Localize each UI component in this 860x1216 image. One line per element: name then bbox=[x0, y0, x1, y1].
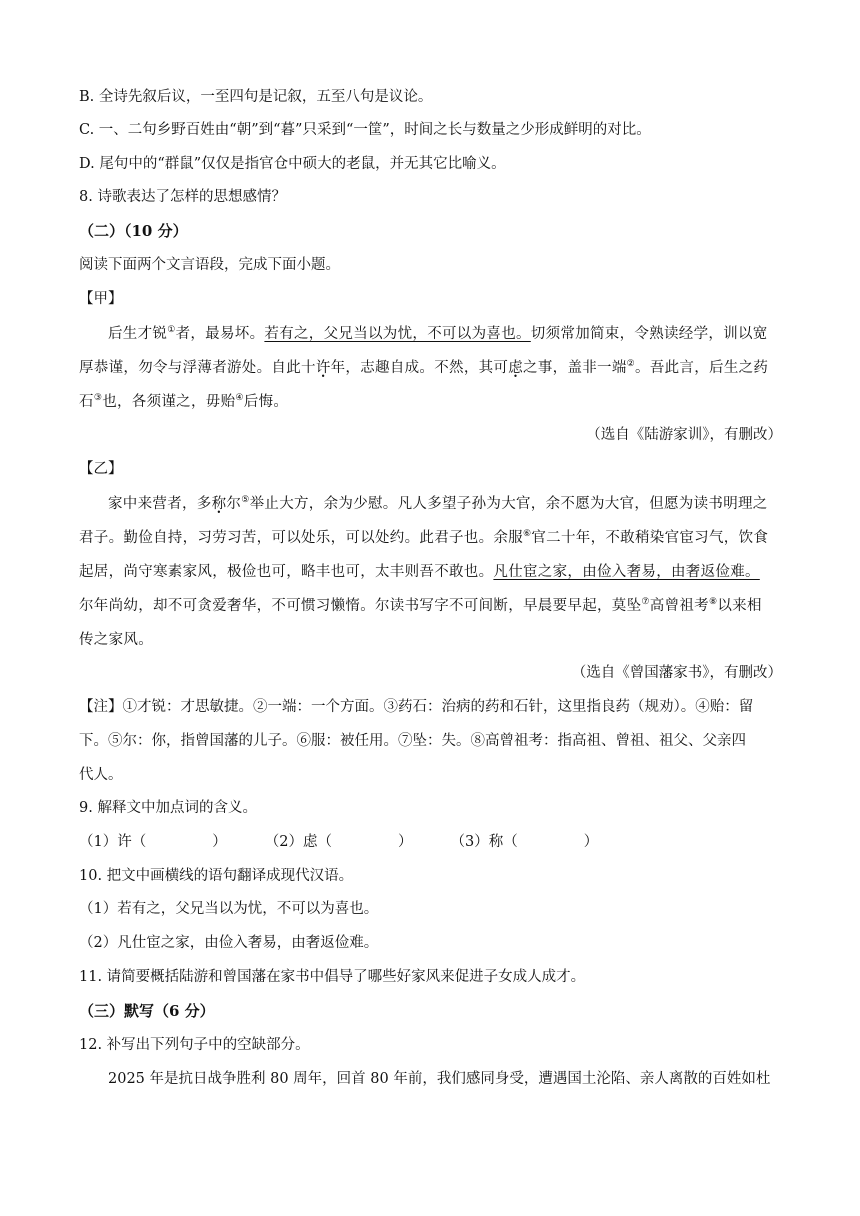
blank-close: ） bbox=[583, 834, 599, 850]
section-2-heading: （二）（10 分） bbox=[79, 222, 188, 240]
text: 。吾此言，后生之药 bbox=[635, 360, 769, 376]
underlined-sentence: 凡仕宦之家，由俭入奢易，由奢返俭难。 bbox=[493, 564, 760, 580]
q7-option-b: B. 全诗先叙后议，一至四句是记叙，五至八句是议论。 bbox=[79, 89, 433, 105]
note-marker: ② bbox=[626, 359, 636, 370]
text: 切须常加简束，令熟读经学，训以宽 bbox=[530, 326, 768, 342]
passage-yi-line-5: 传之家风。 bbox=[79, 632, 153, 648]
passage-jia-line-2 bbox=[79, 358, 782, 378]
blank-3-label: （3）称（ bbox=[450, 834, 518, 850]
text: 也，各须谨之，毋贻 bbox=[102, 394, 236, 410]
text: 后悔。 bbox=[243, 394, 289, 410]
text: 年，志趣自成。不然，其可 bbox=[330, 360, 509, 376]
note-marker: ③ bbox=[93, 393, 103, 404]
notes-line-1: 【注】①才锐：才思敏捷。②一端：一个方面。③药石：治病的药和石针，这里指良药（规劝）。④贻：留 bbox=[79, 699, 754, 715]
question-10-sentence-1: （1）若有之，父兄当以为忧，不可以为喜也。 bbox=[79, 901, 379, 917]
question-9-blanks bbox=[79, 832, 782, 852]
text: 君子。勤俭自持，习劳习苦，可以处乐，可以处约。此君子也。余服 bbox=[79, 530, 523, 546]
passage-jia-source: （选自《陆游家训》，有删改） bbox=[586, 427, 782, 443]
text: 官二十年，不敢稍染官宦习气，饮食 bbox=[531, 530, 769, 546]
question-8: 8. 诗歌表达了怎样的思想感情？ bbox=[79, 189, 286, 205]
blank-close: ） bbox=[212, 834, 227, 850]
dotted-word: 许 bbox=[315, 360, 331, 376]
text: 石 bbox=[79, 394, 94, 410]
dotted-word: 虑 bbox=[508, 360, 524, 376]
notes-line-2: 下。⑤尔：你，指曾国藩的儿子。⑥服：被任用。⑦坠：失。⑧高曾祖考：指高祖、曾祖、祖父、父亲四 bbox=[79, 733, 746, 749]
passage-yi-line-2 bbox=[79, 528, 782, 548]
text: 举止大方，余为少慰。凡人多望子孙为大官，余不愿为大官，但愿为读书明理之 bbox=[249, 496, 768, 512]
text: 以来相 bbox=[717, 598, 762, 614]
question-11: 11. 请简要概括陆游和曾国藩在家书中倡导了哪些好家风来促进子女成人成才。 bbox=[79, 969, 586, 985]
passage-yi-line-3 bbox=[79, 562, 782, 582]
question-10: 10. 把文中画横线的语句翻译成现代汉语。 bbox=[79, 868, 354, 884]
note-marker: ⑤ bbox=[241, 495, 250, 506]
passage-jia-line-1 bbox=[108, 324, 782, 344]
dotted-word: 称 bbox=[211, 496, 227, 512]
q7-option-c: C. 一、二句乡野百姓由“朝”到“暮”只采到“一筐”，时间之长与数量之少形成鲜明的对比。 bbox=[79, 122, 651, 138]
notes-line-3: 代人。 bbox=[79, 767, 123, 783]
question-10-sentence-2: （2）凡仕宦之家，由俭入奢易，由奢返俭难。 bbox=[79, 935, 379, 951]
blank-2-label: （2）虑（ bbox=[264, 834, 332, 850]
text: 者，最易坏。 bbox=[175, 326, 265, 342]
note-marker: ⑥ bbox=[523, 529, 532, 540]
note-marker: ① bbox=[167, 325, 176, 336]
text: 尔年尚幼，却不可贪爱奢华，不可惯习懒惰。尔读书写字不可间断，早晨要早起，莫坠 bbox=[79, 598, 642, 614]
text: 家中来营者，多 bbox=[108, 496, 212, 512]
note-marker: ④ bbox=[235, 393, 244, 404]
question-9: 9. 解释文中加点词的含义。 bbox=[79, 800, 257, 816]
passage-yi-label: 【乙】 bbox=[79, 461, 123, 477]
passage-yi-source: （选自《曾国藩家书》，有删改） bbox=[571, 665, 782, 681]
text: 起居，尚守寒素家风，极俭也可，略丰也可，太丰则吾不敢也。 bbox=[79, 564, 494, 580]
text: 尔 bbox=[226, 496, 242, 512]
text: 厚恭谨，勿令与浮薄者游处。自此十 bbox=[79, 360, 316, 376]
text: 后生才锐 bbox=[108, 326, 168, 342]
question-12-passage: 2025 年是抗日战争胜利 80 周年，回首 80 年前，我们感同身受，遭遇国土沦陷、亲人离散的百姓如杜 bbox=[108, 1071, 771, 1087]
blank-close: ） bbox=[397, 834, 413, 850]
note-marker: ⑦ bbox=[641, 597, 650, 608]
section-2-instruction: 阅读下面两个文言语段，完成下面小题。 bbox=[79, 257, 340, 273]
passage-yi-line-4 bbox=[79, 596, 782, 616]
underlined-sentence: 若有之，父兄当以为忧，不可以为喜也。 bbox=[264, 326, 531, 342]
text: 之事，盖非一端 bbox=[523, 360, 627, 376]
blank-1-label: （1）许（ bbox=[79, 834, 147, 850]
passage-jia-line-3 bbox=[79, 392, 782, 412]
passage-yi-line-1 bbox=[108, 494, 782, 514]
q7-option-d: D. 尾句中的“群鼠”仅仅是指官仓中硕大的老鼠，并无其它比喻义。 bbox=[79, 156, 506, 172]
passage-jia-label: 【甲】 bbox=[79, 291, 123, 307]
note-marker: ⑧ bbox=[708, 597, 718, 608]
section-3-heading: （三）默写（6 分） bbox=[79, 1002, 215, 1020]
question-12: 12. 补写出下列句子中的空缺部分。 bbox=[79, 1037, 310, 1053]
text: 高曾祖考 bbox=[649, 598, 709, 614]
